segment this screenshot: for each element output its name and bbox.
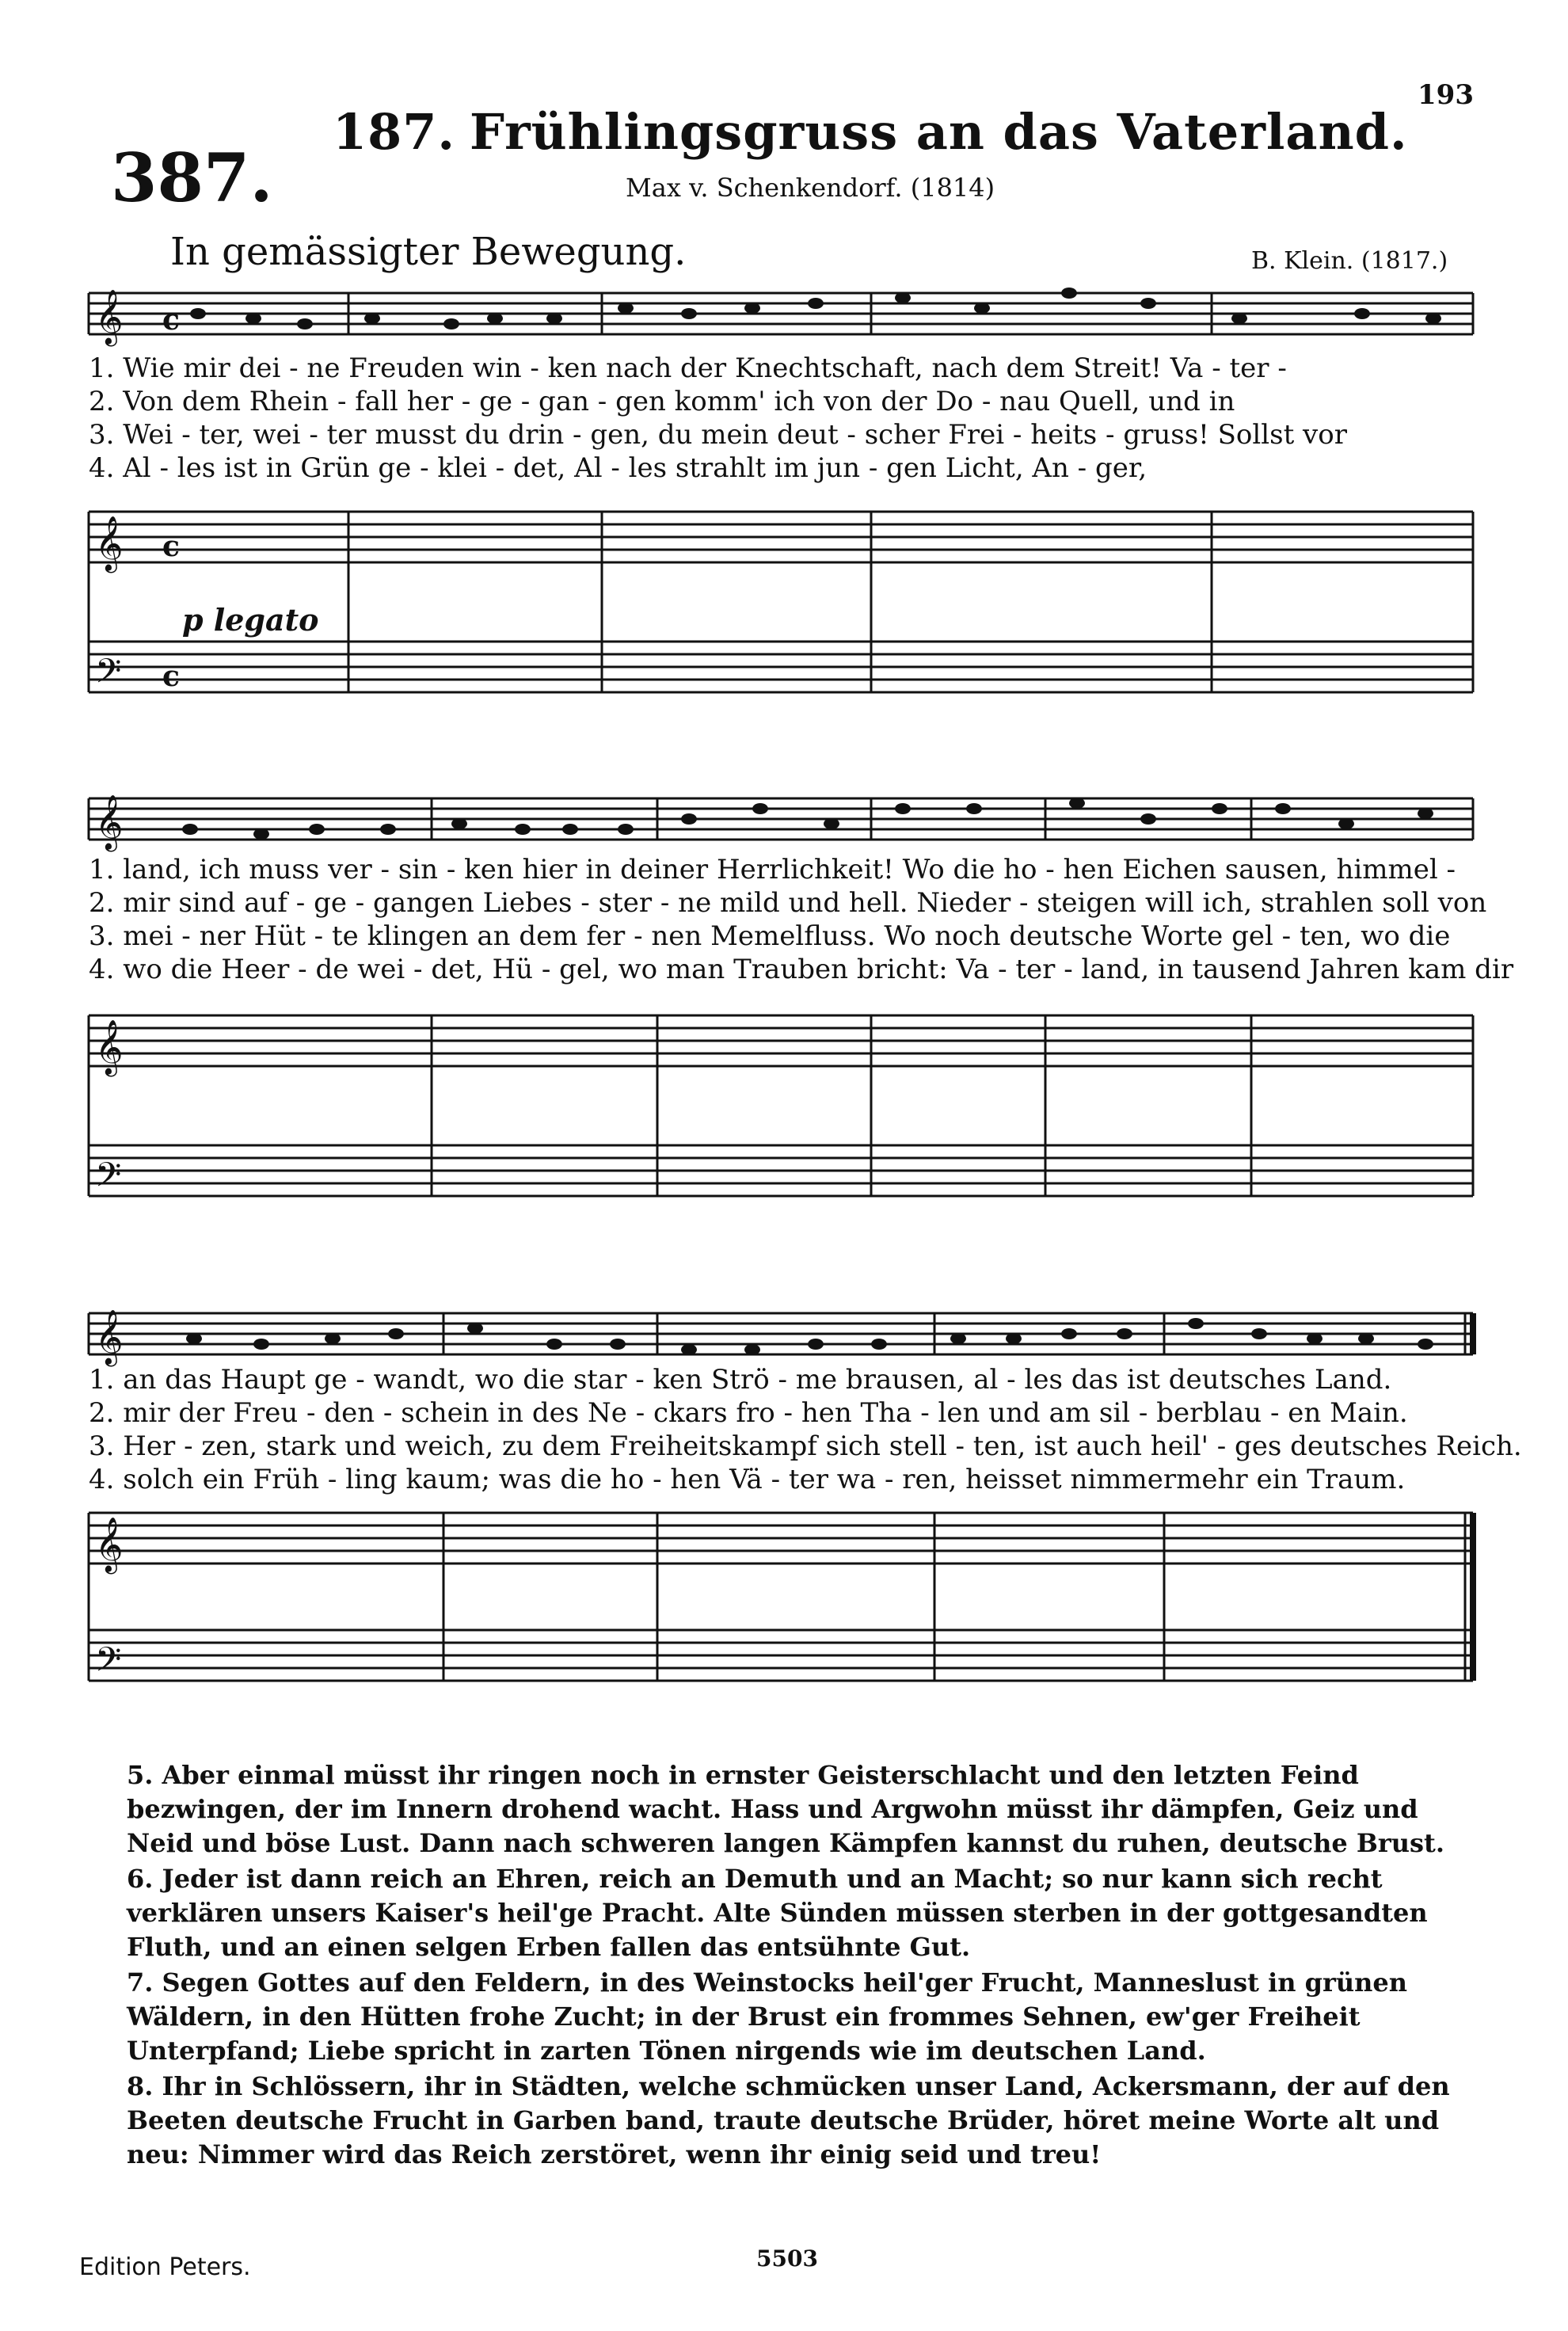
lyric-line: 1. land, ich muss ver - sin - ken hier in deiner Herrlichkeit! Wo die ho - hen Eichen sausen, himmel - [89,854,1456,886]
tempo-marking: In gemässigter Bewegung. [170,230,687,274]
svg-text:𝄢: 𝄢 [95,652,122,699]
plate-number: 5503 [756,2245,818,2272]
lyric-line: 3. mei - ner Hüt - te klingen an dem fer - nen Memelfluss. Wo noch deutsche Worte gel - ten, wo die [89,920,1451,952]
lyric-line: 4. wo die Heer - de wei - det, Hü - gel, wo man Trauben bricht: Va - ter - land, in tausend Jahren kam dir [89,954,1514,985]
song-number: 187. [333,103,456,161]
svg-text:𝄢: 𝄢 [95,1640,122,1688]
composer-credit: B. Klein. (1817.) [1251,247,1448,275]
svg-text:𝄢: 𝄢 [95,1156,122,1203]
svg-text:𝄞: 𝄞 [95,516,124,571]
dynamic-marking: p legato [182,602,319,638]
publisher-credit: Edition Peters. [79,2253,251,2281]
additional-verses [127,1758,1465,2173]
song-heading [333,103,1408,161]
song-title: Frühlingsgruss an das Vaterland. [470,103,1408,161]
collection-number: 387. [111,139,273,217]
svg-text:c: c [162,303,180,337]
lyric-line: 2. mir sind auf - ge - gangen Liebes - ster - ne mild und hell. Nieder - steigen will ich, strahlen soll von [89,887,1487,919]
verse-7: 7. Segen Gottes auf den Feldern, in des Weinstocks heil'ger Frucht, Manneslust in grünen Wäldern, in den Hütten frohe Zucht; in der Brust ein frommes Sehnen, ew'ger Freiheit Unterpfand; Liebe spricht in zarten Tönen nirgends wie im deutschen Land. [127,1967,1408,2066]
svg-text:c: c [162,530,180,563]
lyric-line: 1. Wie mir dei - ne Freuden win - ken nach der Knechtschaft, nach dem Streit! Va - ter - [89,352,1287,384]
page-number: 193 [1418,79,1474,111]
svg-text:𝄞: 𝄞 [95,1517,124,1572]
lyric-line: 1. an das Haupt ge - wandt, wo die star - ken Strö - me brausen, al - les das ist deutsches Land. [89,1364,1392,1396]
verse-6: 6. Jeder ist dann reich an Ehren, reich an Demuth und an Macht; so nur kann sich recht verklären unsers Kaiser's heil'ge Pracht. Alte Sünden müssen sterben in der gottgesandten Fluth, und an einen selgen Erben fallen das entsühnte Gut. [127,1864,1428,1962]
poet-credit: Max v. Schenkendorf. (1814) [626,173,995,203]
verse-5: 5. Aber einmal müsst ihr ringen noch in ernster Geisterschlacht und den letzten Feind bezwingen, der im Innern drohend wacht. Hass und Argwohn müsst ihr dämpfen, Geiz und Neid und böse Lust. Dann nach schweren langen Kämpfen kannst du ruhen, deutsche Brust. [127,1760,1444,1858]
svg-text:𝄞: 𝄞 [95,794,124,850]
svg-text:c: c [162,660,180,693]
svg-text:𝄞: 𝄞 [95,289,124,345]
svg-text:𝄞: 𝄞 [95,1309,124,1365]
lyric-line: 2. Von dem Rhein - fall her - ge - gan - gen komm' ich von der Do - nau Quell, und in [89,386,1235,417]
lyric-line: 3. Wei - ter, wei - ter musst du drin - gen, du mein deut - scher Frei - heits - gruss! Sollst vor [89,419,1347,451]
svg-text:𝄞: 𝄞 [95,1019,124,1075]
verse-8: 8. Ihr in Schlössern, ihr in Städten, welche schmücken unser Land, Ackersmann, der auf den Beeten deutsche Frucht in Garben band, traute deutsche Brüder, höret meine Worte alt und neu: Nimmer wird das Reich zerstöret, wenn ihr einig seid und treu! [127,2071,1450,2169]
lyric-line: 4. solch ein Früh - ling kaum; was die ho - hen Vä - ter wa - ren, heisset nimmermehr ein Traum. [89,1464,1406,1495]
lyric-line: 2. mir der Freu - den - schein in des Ne - ckars fro - hen Tha - len und am sil - berblau - en Main. [89,1397,1408,1429]
lyric-line: 3. Her - zen, stark und weich, zu dem Freiheitskampf sich stell - ten, ist auch heil' - ges deutsches Reich. [89,1430,1522,1462]
lyric-line: 4. Al - les ist in Grün ge - klei - det, Al - les strahlt im jun - gen Licht, An - ger, [89,452,1147,484]
